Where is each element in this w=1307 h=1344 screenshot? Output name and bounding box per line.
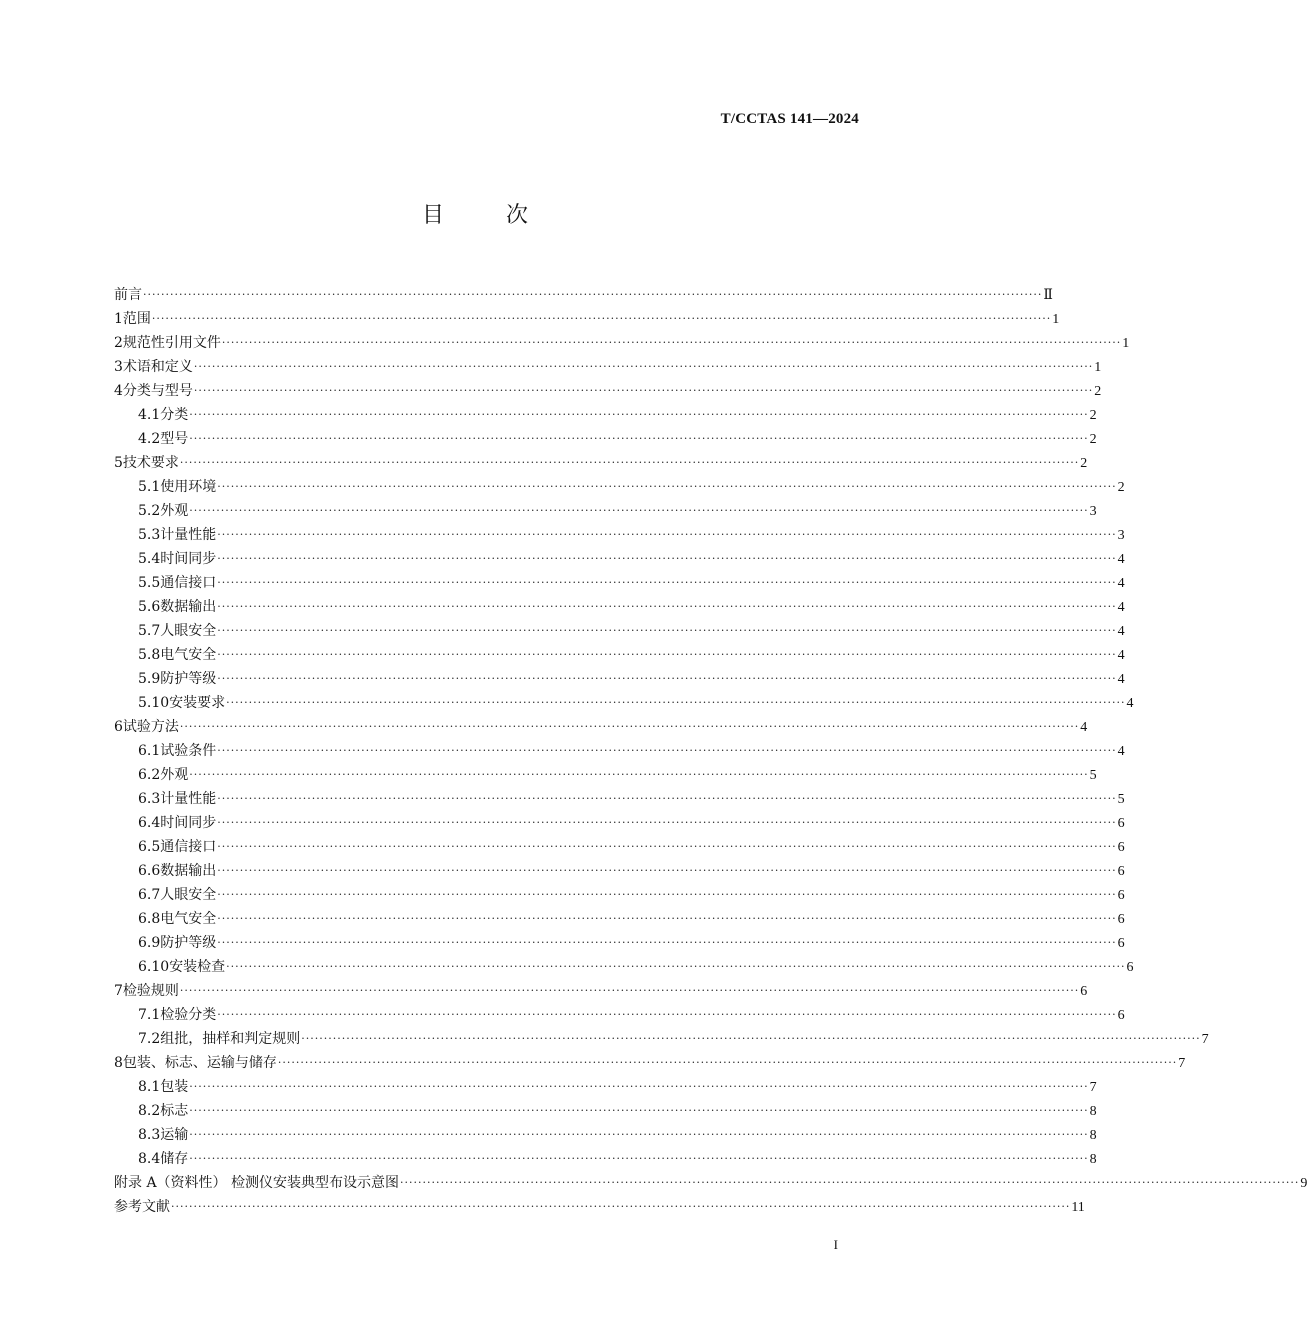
toc-entry-page: 4 (1117, 600, 1125, 615)
toc-entry-number: 5 (114, 455, 123, 471)
toc-entry-page: 4 (1117, 672, 1125, 687)
toc-dot-leader: ········································································································································································································ (217, 888, 1117, 901)
toc-entry-page: 5 (1117, 792, 1125, 807)
toc-entry-title: 防护等级 (160, 671, 217, 687)
toc-entry-number: 2 (114, 335, 123, 351)
page-number: I (833, 1237, 838, 1252)
toc-dot-leader: ········································································································································································································ (217, 528, 1117, 541)
toc-entry[interactable] (114, 643, 1125, 667)
toc-entry[interactable] (114, 835, 1125, 859)
toc-entry-page: 2 (1094, 384, 1102, 399)
toc-entry[interactable] (114, 787, 1125, 811)
toc-entry-number: 7 (114, 983, 123, 999)
toc-entry[interactable] (114, 691, 1134, 715)
toc-entry-number: 1 (114, 311, 123, 327)
toc-entry[interactable] (114, 1123, 1097, 1147)
toc-entry-page: 6 (1126, 960, 1134, 975)
toc-entry[interactable] (114, 811, 1125, 835)
table-of-contents (114, 283, 1307, 1219)
toc-entry[interactable] (114, 667, 1125, 691)
toc-entry-title: 电气安全 (160, 647, 217, 663)
toc-dot-leader: ········································································································································································································ (189, 1080, 1089, 1093)
toc-entry-number: 6.9 (138, 935, 161, 951)
toc-entry-title: 标志 (160, 1103, 189, 1119)
toc-dot-leader: ········································································································································································································ (226, 696, 1126, 709)
toc-dot-leader: ········································································································································································································ (189, 768, 1089, 781)
toc-entry-title: 电气安全 (160, 911, 217, 927)
toc-entry[interactable] (114, 403, 1097, 427)
toc-entry-number: 5.6 (138, 599, 161, 615)
toc-entry[interactable] (114, 1051, 1186, 1075)
toc-entry-title: 防护等级 (160, 935, 217, 951)
toc-entry-title: 储存 (160, 1151, 189, 1167)
toc-dot-leader: ········································································································································································································ (171, 1200, 1071, 1213)
toc-entry-page: 6 (1117, 840, 1125, 855)
toc-entry-page: 1 (1122, 336, 1130, 351)
toc-entry[interactable] (114, 1147, 1097, 1171)
toc-dot-leader: ········································································································································································································ (217, 816, 1117, 829)
toc-dot-leader: ········································································································································································································ (221, 336, 1122, 349)
toc-entry-title: 规范性引用文件 (122, 335, 221, 351)
toc-entry-page: 6 (1117, 936, 1125, 951)
toc-entry[interactable] (114, 547, 1125, 571)
toc-dot-leader: ········································································································································································································ (217, 912, 1117, 925)
toc-entry-title: 检验规则 (122, 983, 179, 999)
toc-entry-title: 安装要求 (169, 695, 226, 711)
toc-entry-page: 3 (1089, 504, 1097, 519)
toc-entry-title: 时间同步 (160, 551, 217, 567)
toc-entry-title: 通信接口 (160, 575, 217, 591)
toc-entry-number: 5.2 (138, 503, 161, 519)
toc-entry-number: 4 (114, 383, 123, 399)
toc-entry[interactable] (114, 307, 1060, 331)
toc-entry-page: 6 (1117, 1008, 1125, 1023)
toc-entry-title: 数据输出 (160, 599, 217, 615)
toc-entry-title: 外观 (160, 503, 189, 519)
toc-entry-page: 2 (1089, 408, 1097, 423)
toc-entry-title: 范围 (122, 311, 151, 327)
toc-dot-leader: ········································································································································································································ (301, 1032, 1201, 1045)
toc-dot-leader: ········································································································································································································ (217, 480, 1117, 493)
toc-entry-page: 6 (1117, 912, 1125, 927)
toc-entry-page: 1 (1052, 312, 1060, 327)
toc-entry-title: 包装、标志、运输与储存 (122, 1055, 277, 1071)
toc-entry[interactable] (114, 1099, 1097, 1123)
toc-entry-title: 外观 (160, 767, 189, 783)
toc-entry[interactable] (114, 1195, 1085, 1219)
toc-entry[interactable] (114, 931, 1125, 955)
toc-entry[interactable] (114, 571, 1125, 595)
toc-dot-leader: ········································································································································································································ (189, 504, 1089, 517)
toc-dot-leader: ········································································································································································································ (217, 936, 1117, 949)
toc-dot-leader: ········································································································································································································ (189, 432, 1089, 445)
toc-entry-page: 8 (1089, 1128, 1097, 1143)
document-code: T/CCTAS 141—2024 (720, 111, 859, 127)
toc-entry-number: 5.3 (138, 527, 161, 543)
toc-entry-title: 前言 (114, 287, 142, 303)
toc-entry-title: 附录 A（资料性） 检测仪安装典型布设示意图 (114, 1175, 400, 1191)
toc-entry[interactable] (114, 715, 1088, 739)
toc-entry[interactable] (114, 427, 1097, 451)
toc-entry-page: 7 (1089, 1080, 1097, 1095)
toc-entry-title: 术语和定义 (122, 359, 193, 375)
toc-entry[interactable] (114, 523, 1125, 547)
toc-entry-page: 4 (1117, 576, 1125, 591)
toc-entry[interactable] (114, 499, 1097, 523)
toc-dot-leader: ········································································································································································································ (193, 360, 1094, 373)
toc-entry-number: 6.10 (138, 959, 170, 975)
toc-entry-page: 4 (1080, 720, 1088, 735)
toc-entry[interactable] (114, 907, 1125, 931)
toc-entry[interactable] (114, 1027, 1209, 1051)
toc-entry-number: 6 (114, 719, 123, 735)
title-char-1: 目 (421, 203, 444, 228)
toc-entry-number: 6.2 (138, 767, 161, 783)
toc-entry[interactable] (114, 1003, 1125, 1027)
toc-dot-leader: ········································································································································································································ (179, 456, 1080, 469)
toc-entry-page: 8 (1089, 1152, 1097, 1167)
toc-entry[interactable] (114, 955, 1134, 979)
toc-entry-page: 6 (1117, 888, 1125, 903)
toc-entry-number: 6.8 (138, 911, 161, 927)
toc-entry-page: 2 (1080, 456, 1088, 471)
toc-dot-leader: ········································································································································································································ (179, 984, 1080, 997)
toc-entry-number: 8.4 (138, 1151, 161, 1167)
toc-entry[interactable] (114, 283, 1053, 307)
toc-entry[interactable] (114, 451, 1088, 475)
toc-dot-leader: ········································································································································································································ (189, 1152, 1089, 1165)
toc-entry-page: Ⅱ (1043, 288, 1053, 303)
toc-entry-title: 安装检查 (169, 959, 226, 975)
toc-entry-page: 4 (1117, 648, 1125, 663)
toc-entry-number: 8.1 (138, 1079, 161, 1095)
toc-entry-title: 分类与型号 (122, 383, 193, 399)
toc-dot-leader: ········································································································································································································ (217, 840, 1117, 853)
toc-entry[interactable] (114, 355, 1102, 379)
toc-entry-page: 4 (1117, 624, 1125, 639)
toc-entry-number: 6.5 (138, 839, 161, 855)
title-char-2: 次 (506, 203, 529, 228)
toc-dot-leader: ········································································································································································································ (217, 864, 1117, 877)
toc-entry-page: 5 (1089, 768, 1097, 783)
toc-entry-title: 数据输出 (160, 863, 217, 879)
toc-entry[interactable] (114, 979, 1088, 1003)
toc-entry-page: 7 (1178, 1056, 1186, 1071)
toc-entry-title: 时间同步 (160, 815, 217, 831)
toc-entry-title: 检验分类 (160, 1007, 217, 1023)
toc-entry-title: 计量性能 (160, 791, 217, 807)
toc-dot-leader: ········································································································································································································ (193, 384, 1094, 397)
toc-entry-page: 9 (1300, 1176, 1307, 1191)
toc-entry-title: 组批，抽样和判定规则 (160, 1031, 301, 1047)
toc-dot-leader: ········································································································································································································ (217, 624, 1117, 637)
toc-entry-page: 4 (1126, 696, 1134, 711)
toc-dot-leader: ········································································································································································································ (143, 288, 1043, 301)
toc-dot-leader: ········································································································································································································ (217, 576, 1117, 589)
toc-entry-page: 3 (1117, 528, 1125, 543)
toc-entry-title: 包装 (160, 1079, 189, 1095)
toc-dot-leader: ········································································································································································································ (189, 1104, 1089, 1117)
toc-entry-title: 人眼安全 (160, 623, 217, 639)
toc-entry-number: 4.2 (138, 431, 161, 447)
toc-entry-title: 型号 (160, 431, 189, 447)
toc-entry[interactable] (114, 1171, 1307, 1195)
toc-entry-number: 5.10 (138, 695, 170, 711)
toc-entry-number: 3 (114, 359, 123, 375)
toc-entry-title: 分类 (160, 407, 189, 423)
toc-entry-number: 8.3 (138, 1127, 161, 1143)
toc-entry-title: 参考文献 (114, 1199, 170, 1215)
page-title (0, 198, 950, 229)
toc-dot-leader: ········································································································································································································ (217, 600, 1117, 613)
toc-entry-number: 5.8 (138, 647, 161, 663)
toc-entry[interactable] (114, 1075, 1097, 1099)
toc-entry-number: 6.7 (138, 887, 161, 903)
toc-entry[interactable] (114, 763, 1097, 787)
toc-entry[interactable] (114, 883, 1125, 907)
toc-entry-title: 通信接口 (160, 839, 217, 855)
toc-entry-page: 7 (1201, 1032, 1209, 1047)
toc-entry-title: 试验条件 (160, 743, 217, 759)
toc-entry-title: 运输 (160, 1127, 189, 1143)
toc-dot-leader: ········································································································································································································ (179, 720, 1080, 733)
toc-entry-number: 5.1 (138, 479, 161, 495)
toc-entry-title: 计量性能 (160, 527, 217, 543)
toc-entry-page: 1 (1094, 360, 1102, 375)
toc-entry[interactable] (114, 739, 1125, 763)
toc-entry-page: 11 (1071, 1200, 1085, 1215)
toc-dot-leader: ········································································································································································································ (217, 552, 1117, 565)
toc-entry-number: 6.1 (138, 743, 161, 759)
toc-entry-page: 6 (1117, 816, 1125, 831)
toc-dot-leader: ········································································································································································································ (217, 744, 1117, 757)
toc-entry-title: 人眼安全 (160, 887, 217, 903)
toc-entry[interactable] (114, 595, 1125, 619)
toc-dot-leader: ········································································································································································································ (277, 1056, 1178, 1069)
toc-entry[interactable] (114, 379, 1102, 403)
toc-entry-page: 4 (1117, 744, 1125, 759)
toc-dot-leader: ········································································································································································································ (217, 672, 1117, 685)
toc-entry-number: 7.2 (138, 1031, 161, 1047)
toc-entry-page: 4 (1117, 552, 1125, 567)
toc-entry-page: 2 (1117, 480, 1125, 495)
toc-entry-title: 试验方法 (122, 719, 179, 735)
toc-entry-number: 5.7 (138, 623, 161, 639)
toc-dot-leader: ········································································································································································································ (217, 792, 1117, 805)
toc-entry-number: 5.5 (138, 575, 161, 591)
toc-entry-page: 6 (1080, 984, 1088, 999)
toc-entry-page: 8 (1089, 1104, 1097, 1119)
toc-entry[interactable] (114, 619, 1125, 643)
toc-entry-page: 6 (1117, 864, 1125, 879)
toc-entry[interactable] (114, 859, 1125, 883)
toc-entry[interactable] (114, 331, 1130, 355)
toc-entry-number: 8.2 (138, 1103, 161, 1119)
toc-entry-number: 6.6 (138, 863, 161, 879)
toc-dot-leader: ········································································································································································································ (226, 960, 1126, 973)
toc-dot-leader: ········································································································································································································ (217, 1008, 1117, 1021)
toc-entry-number: 6.3 (138, 791, 161, 807)
toc-entry-title: 使用环境 (160, 479, 217, 495)
toc-entry-number: 6.4 (138, 815, 161, 831)
toc-entry[interactable] (114, 475, 1125, 499)
toc-entry-title: 技术要求 (122, 455, 179, 471)
toc-dot-leader: ········································································································································································································ (151, 312, 1052, 325)
toc-entry-number: 7.1 (138, 1007, 161, 1023)
toc-entry-number: 8 (114, 1055, 123, 1071)
toc-entry-number: 4.1 (138, 407, 161, 423)
toc-entry-number: 5.4 (138, 551, 161, 567)
toc-entry-page: 2 (1089, 432, 1097, 447)
toc-dot-leader: ········································································································································································································ (189, 1128, 1089, 1141)
toc-dot-leader: ········································································································································································································ (217, 648, 1117, 661)
toc-dot-leader: ········································································································································································································ (189, 408, 1089, 421)
toc-entry-number: 5.9 (138, 671, 161, 687)
toc-dot-leader: ········································································································································································································ (400, 1176, 1300, 1189)
